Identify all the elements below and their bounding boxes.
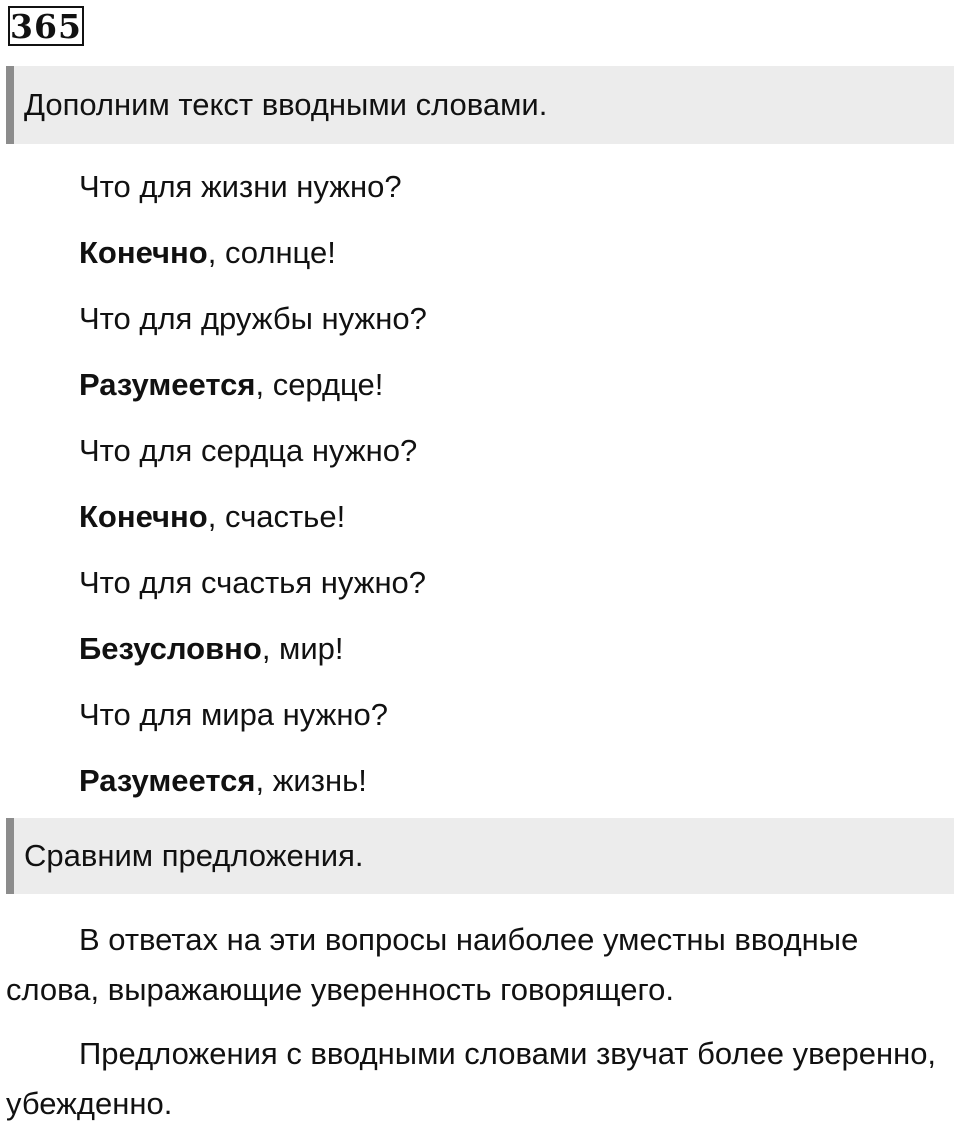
poem-line bbox=[79, 492, 427, 558]
poem-line-text: , сердце! bbox=[255, 367, 384, 402]
section-heading-complete-text bbox=[6, 66, 954, 144]
poem-line-text: Что для сердца нужно? bbox=[79, 433, 418, 468]
introductory-word: Безусловно bbox=[79, 631, 262, 666]
poem-line-text: , мир! bbox=[261, 631, 344, 666]
poem-line bbox=[79, 558, 427, 624]
exercise-number: 365 bbox=[8, 6, 84, 46]
poem-line-text: , счастье! bbox=[207, 499, 346, 534]
poem bbox=[79, 162, 427, 822]
poem-line bbox=[79, 294, 427, 360]
poem-line bbox=[79, 426, 427, 492]
answer-paragraph: В ответах на эти вопросы наиболее уместны вводные слова, выражающие уверенность говорящего. bbox=[6, 922, 859, 1007]
poem-line-text: Что для дружбы нужно? bbox=[79, 301, 427, 336]
poem-line bbox=[79, 690, 427, 756]
section-heading-text: Дополним текст вводными словами. bbox=[24, 87, 548, 122]
poem-line bbox=[79, 228, 427, 294]
poem-line-text: Что для мира нужно? bbox=[79, 697, 388, 732]
introductory-word: Разумеется bbox=[79, 367, 256, 402]
answer-paragraph: Предложения с вводными словами звучат более уверенно, убежденно. bbox=[6, 1036, 937, 1121]
poem-line bbox=[79, 162, 427, 228]
introductory-word: Разумеется bbox=[79, 763, 256, 798]
poem-line bbox=[79, 756, 427, 822]
poem-line-text: Что для жизни нужно? bbox=[79, 169, 402, 204]
poem-line bbox=[79, 624, 427, 690]
poem-line-text: , солнце! bbox=[207, 235, 336, 270]
poem-line-text: Что для счастья нужно? bbox=[79, 565, 427, 600]
introductory-word: Конечно bbox=[79, 499, 208, 534]
section-heading-compare bbox=[6, 818, 954, 894]
poem-line bbox=[79, 360, 427, 426]
poem-line-text: , жизнь! bbox=[255, 763, 367, 798]
section-heading-text: Сравним предложения. bbox=[24, 838, 364, 873]
introductory-word: Конечно bbox=[79, 235, 208, 270]
